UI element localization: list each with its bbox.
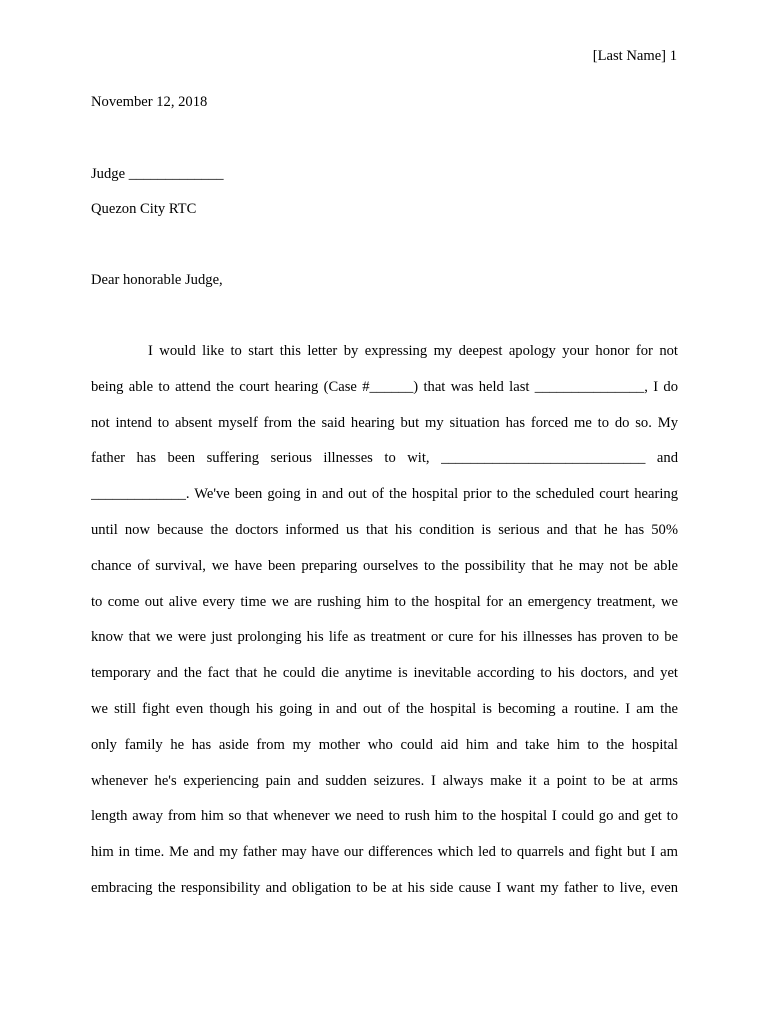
body-line: him in time. Me and my father may have our differences which led to quarrels and fight but I am (91, 844, 678, 861)
body-line: embracing the responsibility and obligation to be at his side cause I want my father to live, even (91, 879, 678, 896)
running-head: [Last Name] 1 (592, 48, 677, 64)
body-line: to come out alive every time we are rushing him to the hospital for an emergency treatment, we (91, 593, 678, 610)
body-line: father has been suffering serious illnesses to wit, ____________________________ and (91, 450, 678, 467)
body-line: temporary and the fact that he could die anytime is inevitable according to his doctors, and yet (91, 665, 678, 682)
recipient-court: Quezon City RTC (91, 201, 197, 217)
body-line: only family he has aside from my mother who could aid him and take him to the hospital (91, 736, 678, 753)
body-line: not intend to absent myself from the said hearing but my situation has forced me to do so. My (91, 414, 678, 431)
recipient-name: Judge _____________ (91, 166, 224, 182)
body-line: whenever he's experiencing pain and sudden seizures. I always make it a point to be at arms (91, 772, 678, 789)
body-line: I would like to start this letter by expressing my deepest apology your honor for not (148, 343, 678, 359)
letter-date: November 12, 2018 (91, 94, 208, 110)
body-line: we still fight even though his going in and out of the hospital is becoming a routine. I am the (91, 700, 678, 717)
body-line: being able to attend the court hearing (Case #______) that was held last _______________, I do (91, 378, 678, 395)
salutation: Dear honorable Judge, (91, 272, 223, 288)
body-line: chance of survival, we have been preparing ourselves to the possibility that he may not be able (91, 557, 678, 574)
body-line: length away from him so that whenever we need to rush him to the hospital I could go and get to (91, 808, 678, 825)
body-line: _____________. We've been going in and out of the hospital prior to the scheduled court hearing (91, 486, 678, 503)
letter-body (91, 342, 678, 915)
body-line: until now because the doctors informed us that his condition is serious and that he has 50% (91, 521, 678, 538)
body-line: know that we were just prolonging his life as treatment or cure for his illnesses has proven to be (91, 629, 678, 646)
